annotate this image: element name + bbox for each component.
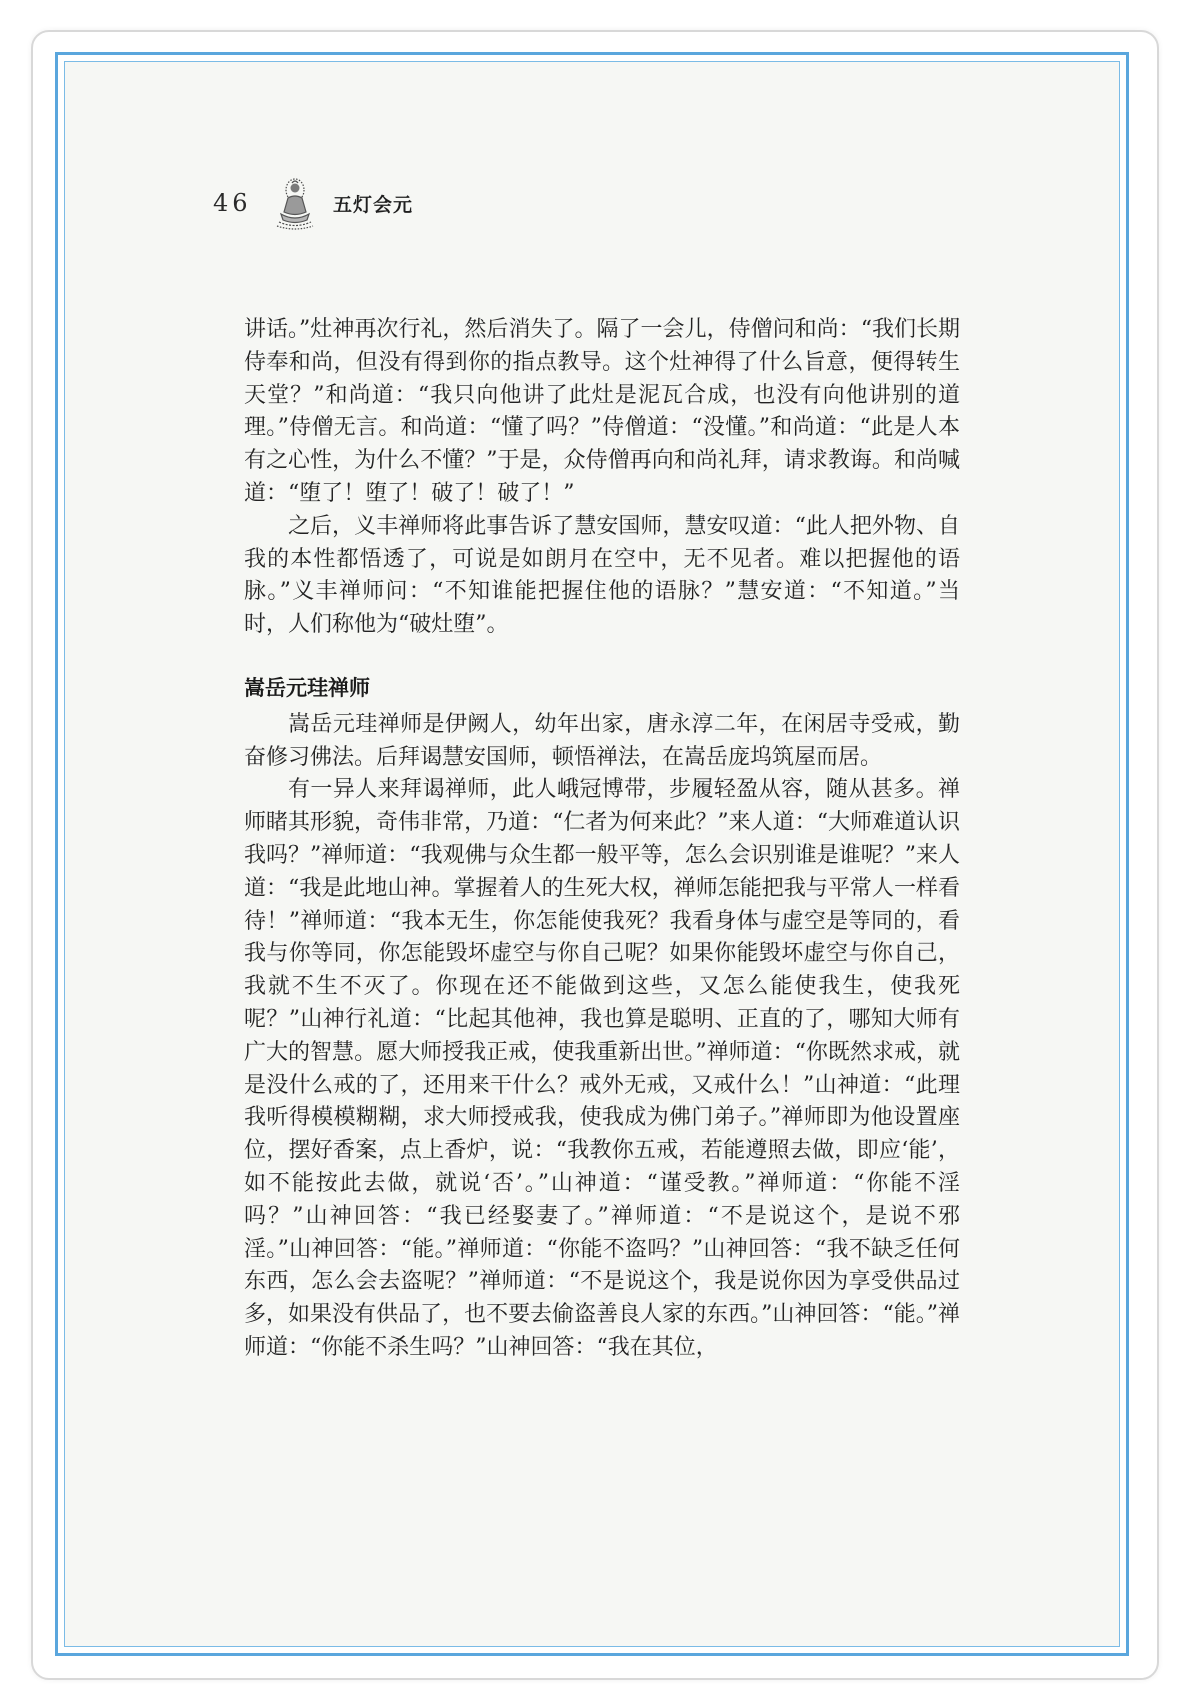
paragraph: 有一异人来拜谒禅师，此人峨冠博带，步履轻盈从容，随从甚多。禅师睹其形貌，奇伟非常，乃道：“仁者为何来此？”来人道：“大师难道认识我吗？”禅师道：“我观佛与众生都一般平等，怎么会识别谁是谁呢？”来人道：“我是此地山神。掌握着人的生死大权，禅师怎能把我与平常人一样看待！”禅师道：“我本无生，你怎能使我死？我看身体与虚空是等同的，看我与你等同，你怎能毁坏虚空与你自己呢？如果你能毁坏虚空与你自己，我就不生不灭了。你现在还不能做到这些，又怎么能使我生，使我死呢？”山神行礼道：“比起其他神，我也算是聪明、正直的了，哪知大师有广大的智慧。愿大师授我正戒，使我重新出世。”禅师道：“你既然求戒，就是没什么戒的了，还用来干什么？戒外无戒，又戒什么！”山神道：“此理我听得模模糊糊，求大师授戒我，使我成为佛门弟子。”禅师即为他设置座位，摆好香案，点上香炉，说：“我教你五戒，若能遵照去做，即应‘能’，如不能按此去做，就说‘否’。”山神道：“谨受教。”禅师道：“你能不淫吗？”山神回答：“我已经娶妻了。”禅师道：“不是说这个，是说不邪淫。”山神回答：“能。”禅师道：“你能不盗吗？”山神回答：“我不缺乏任何东西，怎么会去盗呢？”禅师道：“不是说这个，我是说你因为享受供品过多，如果没有供品了，也不要去偷盗善良人家的东西。”山神回答：“能。”禅师道：“你能不杀生吗？”山神回答：“我在其位， bbox=[244, 777, 960, 1360]
running-header bbox=[213, 178, 413, 228]
paragraph: 嵩岳元珪禅师是伊阙人，幼年出家，唐永淳二年，在闲居寺受戒，勤奋修习佛法。后拜谒慧安国师，顿悟禅法，在嵩岳庞坞筑屋而居。 bbox=[244, 711, 960, 770]
body-text bbox=[244, 314, 960, 1365]
paragraph: 讲话。”灶神再次行礼，然后消失了。隔了一会儿，侍僧问和尚：“我们长期侍奉和尚，但没有得到你的指点教导。这个灶神得了什么旨意，便得转生天堂？”和尚道：“我只向他讲了此灶是泥瓦合成，也没有向他讲别的道理。”侍僧无言。和尚道：“懂了吗？”侍僧道：“没懂。”和尚道：“此是人本有之心性，为什么不懂？”于是，众侍僧再向和尚礼拜，请求教诲。和尚喊道：“堕了！堕了！破了！破了！” bbox=[244, 317, 960, 506]
page-number: 46 bbox=[213, 189, 252, 217]
book-title: 五灯会元 bbox=[333, 193, 414, 216]
paragraph: 之后，义丰禅师将此事告诉了慧安国师，慧安叹道：“此人把外物、自我的本性都悟透了，可说是如朗月在空中，无不见者。难以把握他的语脉。”义丰禅师问：“不知谁能把握住他的语脉？”慧安道：“不知道。”当时，人们称他为“破灶堕”。 bbox=[244, 513, 960, 638]
seated-buddha-icon bbox=[271, 176, 319, 230]
section-heading: 嵩岳元珪禅师 bbox=[244, 675, 370, 700]
